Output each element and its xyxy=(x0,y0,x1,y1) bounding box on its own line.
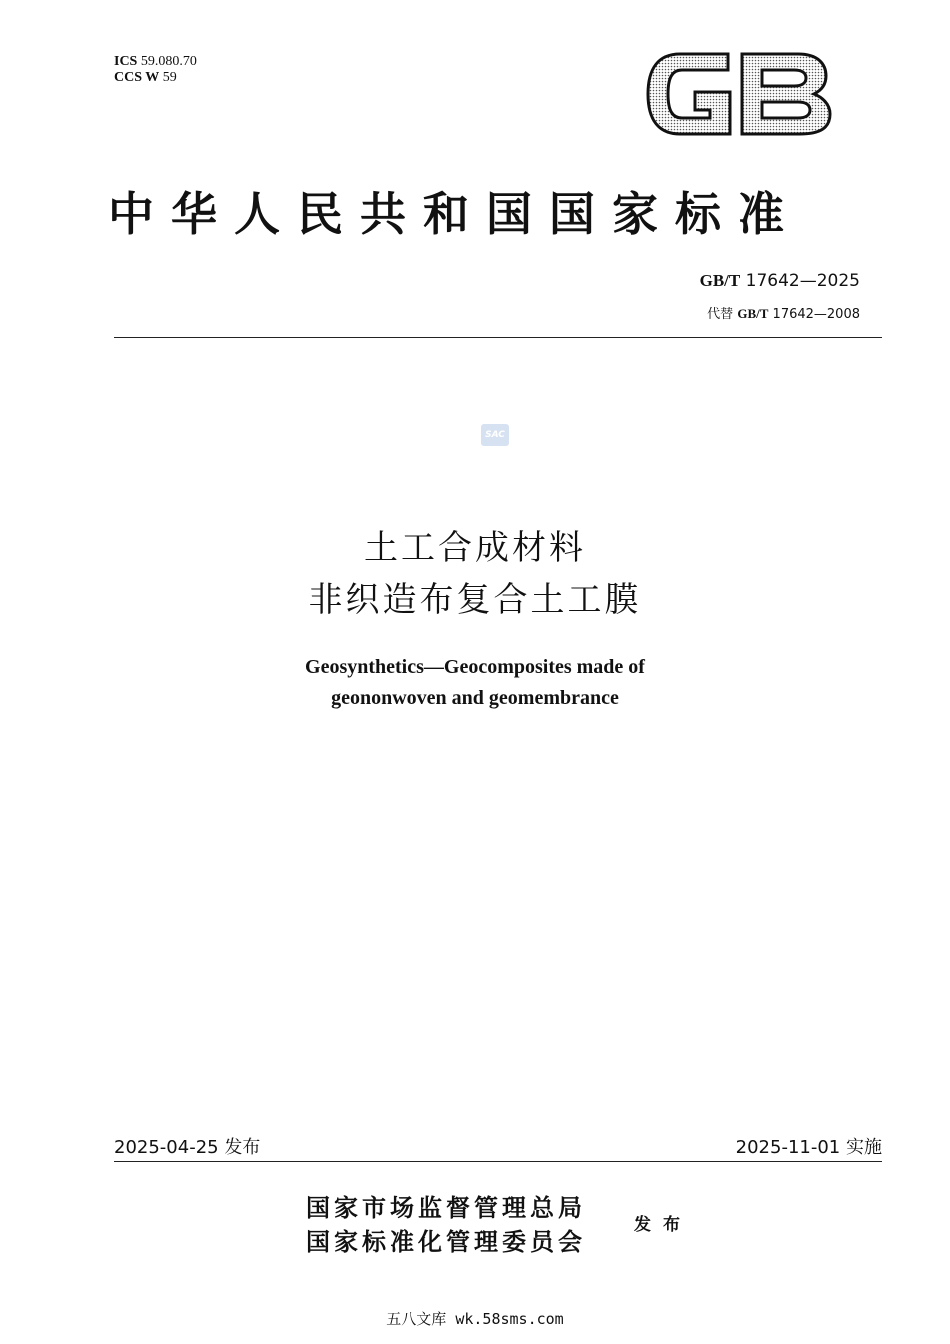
ccs-code: 59 xyxy=(162,70,177,85)
ics-line xyxy=(114,54,197,70)
replaces-label: 代替 xyxy=(707,307,734,322)
impl-date-label: 实施 xyxy=(846,1137,882,1158)
standard-number xyxy=(700,271,860,291)
title-en-line1: Geosynthetics—Geocomposites made of xyxy=(305,656,645,678)
title-cn-line2: 非织造布复合土工膜 xyxy=(308,580,642,620)
publish-label: 发布 xyxy=(634,1215,692,1235)
issuer-samr: 国家市场监督管理总局 xyxy=(306,1193,586,1222)
national-standard-title: 中华人民共和国国家标准 xyxy=(108,187,801,241)
replaces-prefix: GB/T xyxy=(737,306,769,321)
issue-date-value: 2025-04-25 xyxy=(114,1137,219,1158)
title-cn-line1: 土工合成材料 xyxy=(364,528,586,568)
standard-prefix: GB/T xyxy=(699,271,741,290)
top-divider xyxy=(114,337,882,338)
replaces-line xyxy=(707,303,860,322)
replaces-code: 17642—2008 xyxy=(772,307,860,322)
issue-date xyxy=(114,1133,260,1159)
bottom-divider xyxy=(114,1161,882,1162)
implementation-date xyxy=(736,1133,882,1159)
standard-code: 17642—2025 xyxy=(745,271,860,291)
ics-code: 59.080.70 xyxy=(140,54,197,69)
ics-label: ICS xyxy=(114,54,138,69)
ccs-line xyxy=(114,70,197,86)
title-en-line2: geononwoven and geomembrance xyxy=(331,687,619,709)
issuer-sac: 国家标准化管理委员会 xyxy=(306,1227,586,1256)
impl-date-value: 2025-11-01 xyxy=(735,1137,841,1158)
sac-watermark: SAC xyxy=(481,424,509,446)
classification-codes xyxy=(114,54,197,86)
footer-watermark: 五八文库 wk.58sms.com xyxy=(386,1310,564,1328)
gb-logo-icon xyxy=(640,44,836,144)
logo-text: GB xyxy=(640,44,642,45)
issue-date-label: 发布 xyxy=(224,1137,261,1158)
ccs-label: CCS W xyxy=(114,70,160,85)
